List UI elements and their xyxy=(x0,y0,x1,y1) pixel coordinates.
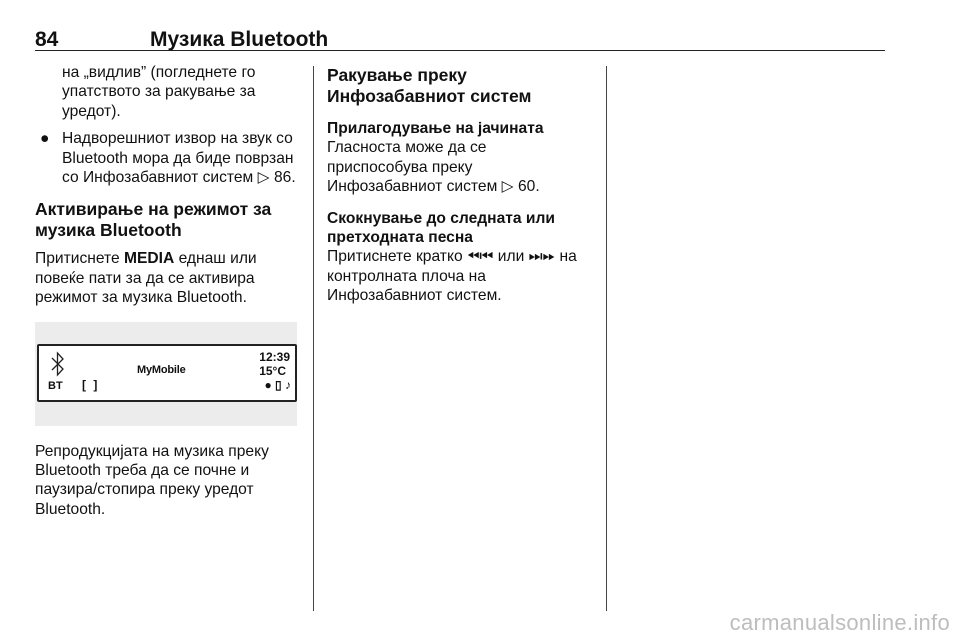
ref-arrow-icon: ▷ xyxy=(501,178,514,196)
skip-text-start: Притиснете кратко xyxy=(327,248,467,266)
volume-text: Гласноста може да се приспособува преку Инфозабавниот систем xyxy=(327,139,498,196)
intro-text: на „видлив” (погледнете го упатството за ракување за уредот). xyxy=(62,64,256,120)
next-track-icon: ⏭︎⏩︎ xyxy=(528,248,556,266)
media-key-label: MEDIA xyxy=(123,250,175,268)
volume-paragraph xyxy=(327,138,589,196)
activation-text-end: еднаш или повеќе пати за да се активира режимот за музика Bluetooth. xyxy=(35,250,257,307)
column-middle xyxy=(327,63,589,306)
outside-temperature: 15°C xyxy=(259,363,286,378)
page-number: 84 xyxy=(35,28,59,51)
empty-slot-brackets: [ ] xyxy=(82,377,100,392)
page-reference[interactable]: 60. xyxy=(517,178,540,196)
bullet-dot: ● xyxy=(40,130,50,148)
page-reference[interactable]: 86. xyxy=(273,169,296,187)
bullet-item xyxy=(35,129,297,187)
status-icons: ● ▯ ♪ xyxy=(264,377,291,392)
section-heading-operation: Ракување преку Инфозабавниот систем xyxy=(327,65,532,106)
or-word: или xyxy=(493,248,529,266)
display-figure xyxy=(35,322,297,426)
bt-source-label: BT xyxy=(48,379,63,392)
skip-paragraph xyxy=(327,247,589,305)
previous-track-icon: ⏪︎⏮︎ xyxy=(466,248,494,266)
column-divider-left xyxy=(313,66,314,611)
activation-paragraph xyxy=(35,249,297,307)
column-divider-right xyxy=(606,66,607,611)
chapter-title: Музика Bluetooth xyxy=(150,28,329,51)
subheading-skip-track: Скокнување до следната или претходната песна xyxy=(327,209,555,247)
column-left xyxy=(35,63,297,519)
bullet-text: Надворешниот извор на звук со Bluetooth мора да биде поврзан со Инфозабавниот систем xyxy=(62,130,294,187)
watermark: carmanualsonline.info xyxy=(729,610,950,635)
clock-time: 12:39 xyxy=(259,349,290,364)
skip-text-end: на контролната плоча на Инфозабавниот систем. xyxy=(327,248,577,305)
bluetooth-icon xyxy=(51,351,65,377)
infotainment-screen xyxy=(37,344,297,402)
subheading-volume: Прилагодување на јачината xyxy=(327,120,544,137)
page-header xyxy=(35,28,885,51)
ref-arrow-icon: ▷ xyxy=(257,169,270,187)
section-heading-bt-mode: Активирање на режимот за музика Bluetooth xyxy=(35,199,272,241)
playback-paragraph: Репродукцијата на музика преку Bluetooth треба да се почне и паузира/стопира преку уредот Bluetooth. xyxy=(35,442,269,518)
device-name: MyMobile xyxy=(137,363,186,376)
activation-text-start: Притиснете xyxy=(35,250,124,268)
